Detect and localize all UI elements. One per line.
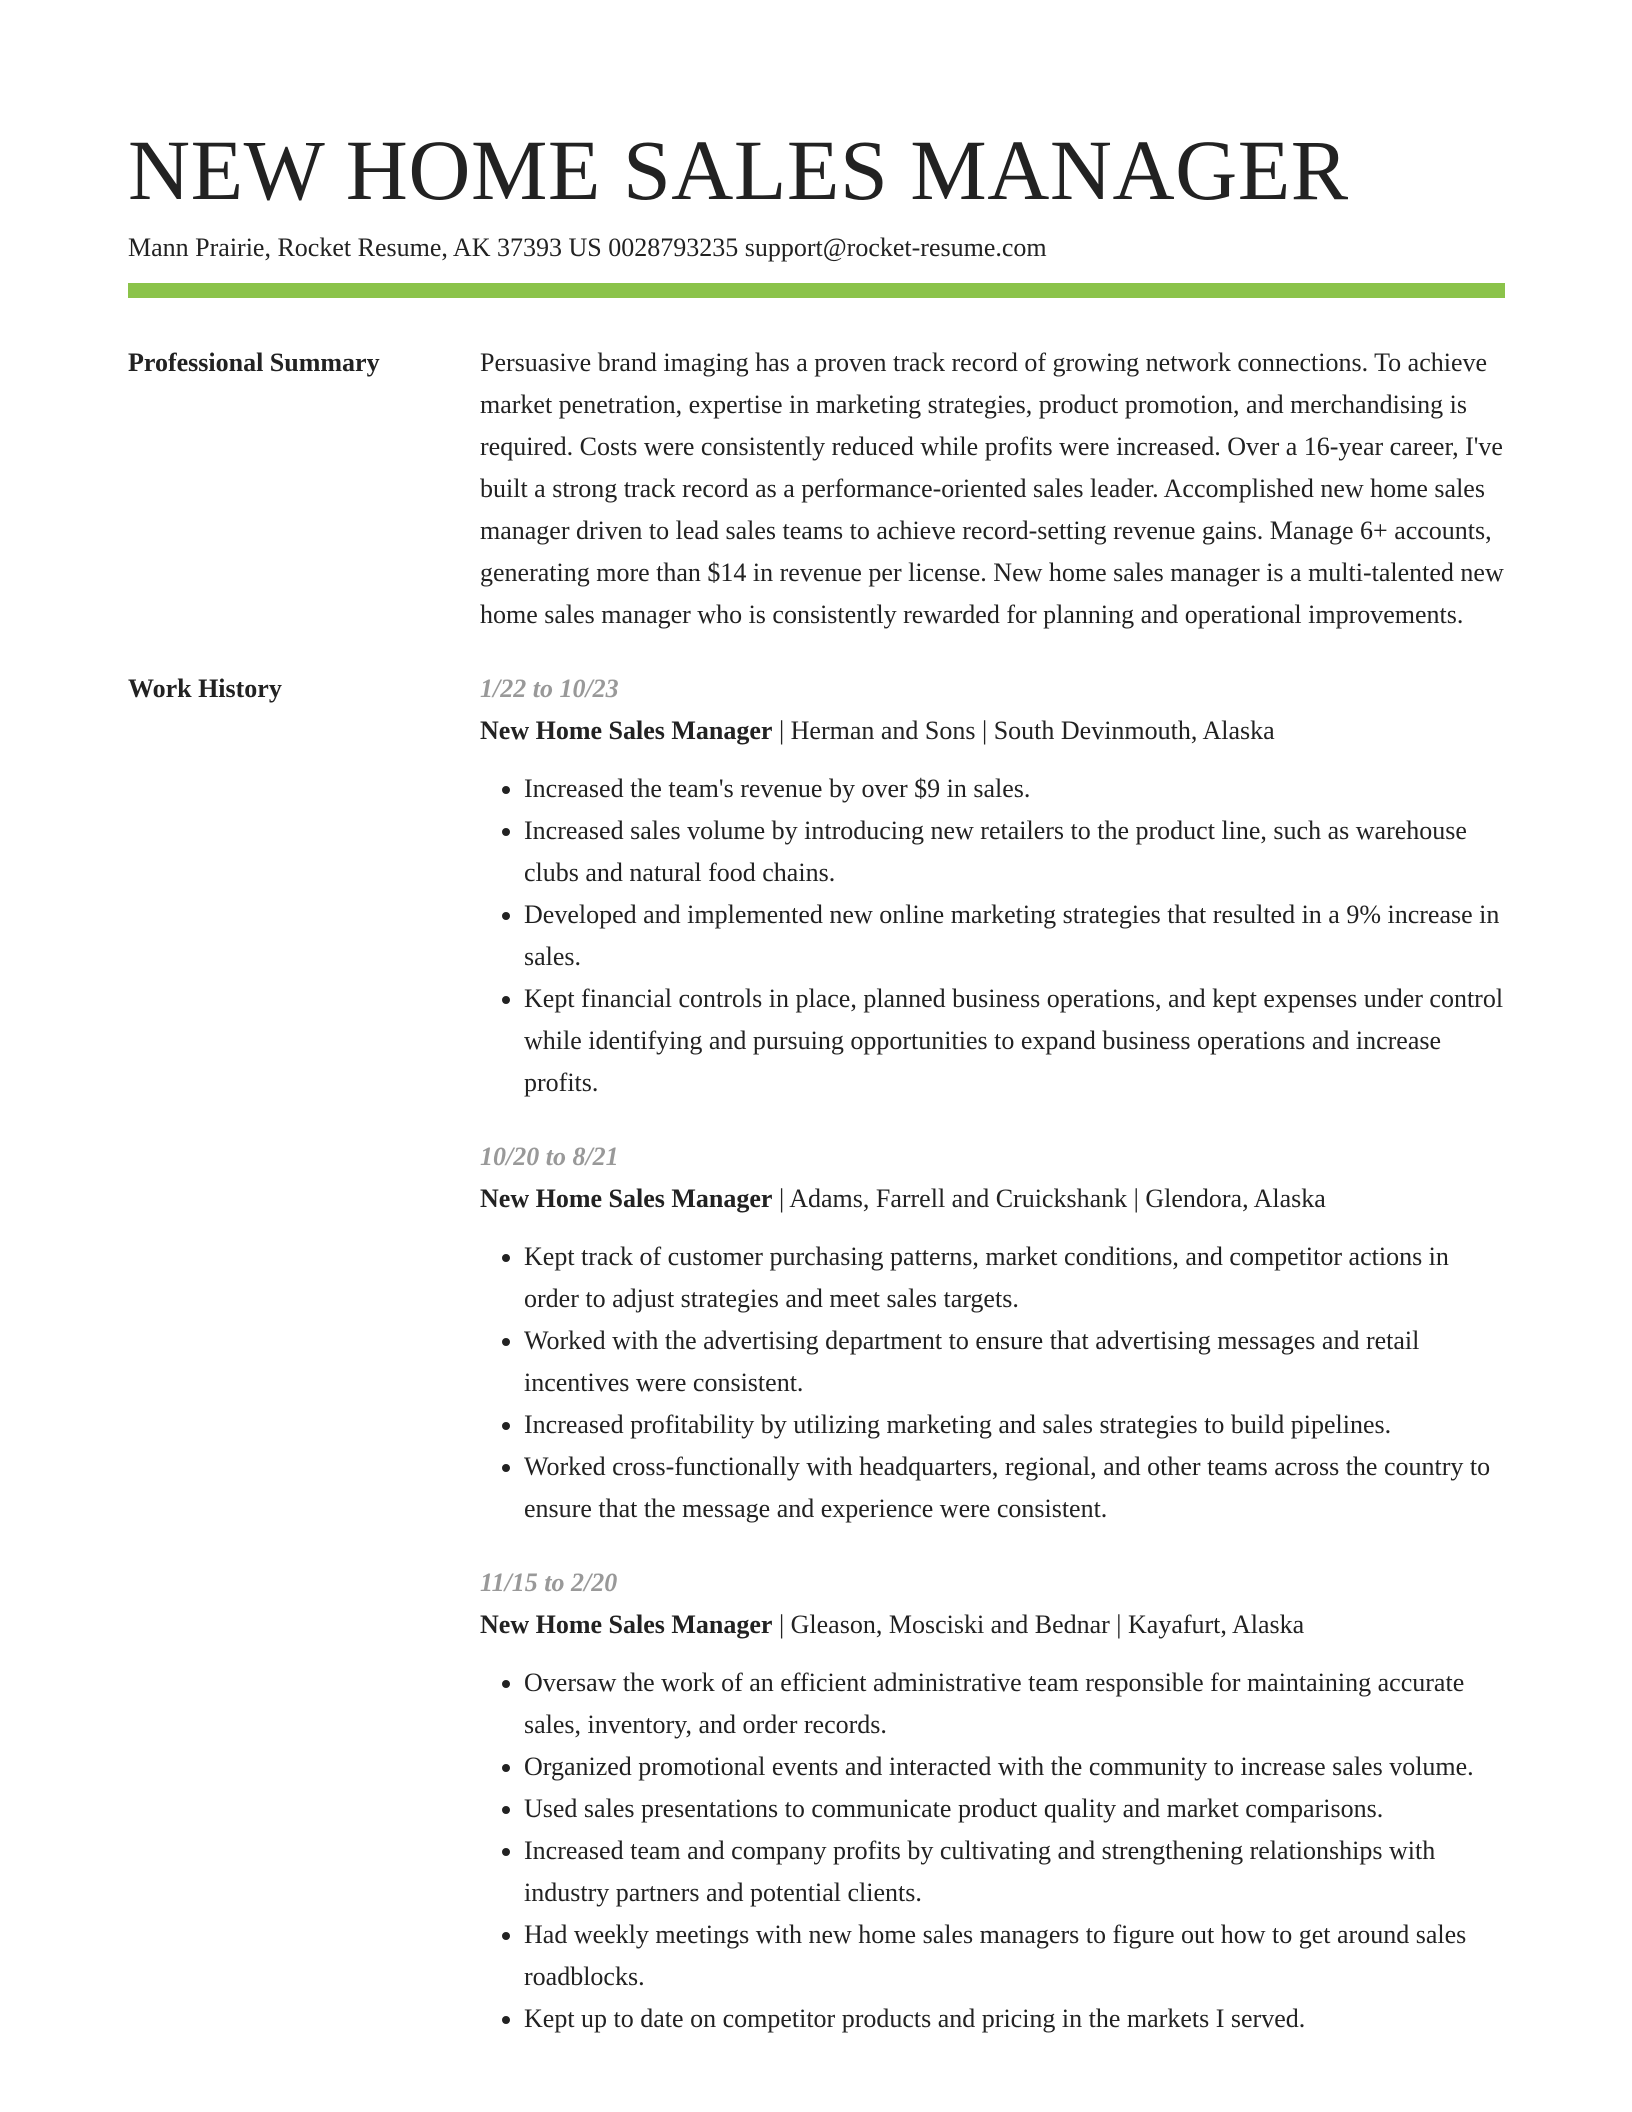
contact-line: Mann Prairie, Rocket Resume, AK 37393 US 0028793235 support@rocket-resume.com [128,233,1047,262]
work-history-body [480,668,1505,2040]
job-title: New Home Sales Manager [480,1184,773,1213]
job-bullet: • Had weekly meetings with new home sales managers to figure out how to get around sales roadblocks. [524,1914,1505,1998]
job-bullet: • Worked with the advertising department to ensure that advertising messages and retail incentives were consistent. [524,1320,1505,1404]
summary-body [480,342,1505,636]
job-dates: 11/15 to 2/20 [480,1568,618,1597]
job-details: | Adams, Farrell and Cruickshank | Glendora, Alaska [772,1184,1326,1213]
professional-summary-section [128,342,1505,636]
job-heading [480,1178,1505,1220]
job-title: New Home Sales Manager [480,716,773,745]
job-title: New Home Sales Manager [480,1610,773,1639]
resume-page [128,0,1505,2072]
job-heading [480,1604,1505,1646]
work-history-section [128,668,1505,2040]
job-bullet: • Worked cross-functionally with headquarters, regional, and other teams across the country to ensure that the message and experience were consistent. [524,1446,1505,1530]
job-bullet-list [480,768,1505,1104]
job-bullet: • Kept up to date on competitor products and pricing in the markets I served. [524,1998,1505,2040]
job-bullet: • Used sales presentations to communicate product quality and market comparisons. [524,1788,1505,1830]
job-entry [480,1136,1505,1530]
accent-divider [128,283,1505,298]
job-bullet: • Increased sales volume by introducing new retailers to the product line, such as warehouse clubs and natural food chains. [524,810,1505,894]
job-dates: 1/22 to 10/23 [480,674,619,703]
job-entry [480,1562,1505,2040]
job-details: | Gleason, Mosciski and Bednar | Kayafurt, Alaska [772,1610,1305,1639]
page-title: NEW HOME SALES MANAGER [128,122,1349,218]
job-heading [480,710,1505,752]
job-bullet: • Increased team and company profits by cultivating and strengthening relationships with industry partners and potential clients. [524,1830,1505,1914]
job-bullet: • Increased profitability by utilizing marketing and sales strategies to build pipelines. [524,1404,1505,1446]
summary-text: Persuasive brand imaging has a proven track record of growing network connections. To achieve market penetration, expertise in marketing strategies, product promotion, and merchandising is required. Costs were consistently reduced while profits were increased. Over a 16-year career, I've built a strong track record as a performance-oriented sales leader. Accomplished new home sales manager driven to lead sales teams to achieve record-setting revenue gains. Manage 6+ accounts, generating more than $14 in revenue per license. New home sales manager is a multi-talented new home sales manager who is consistently rewarded for planning and operational improvements. [480,348,1504,629]
job-details: | Herman and Sons | South Devinmouth, Alaska [772,716,1275,745]
section-label-summary: Professional Summary [128,348,380,377]
job-bullet-list [480,1236,1505,1530]
section-label-work-history: Work History [128,674,282,703]
job-bullet: • Developed and implemented new online marketing strategies that resulted in a 9% increase in sales. [524,894,1505,978]
job-bullet: • Increased the team's revenue by over $9 in sales. [524,768,1505,810]
job-dates: 10/20 to 8/21 [480,1142,619,1171]
job-bullet: • Organized promotional events and interacted with the community to increase sales volume. [524,1746,1505,1788]
job-entry [480,668,1505,1104]
job-bullet-list [480,1662,1505,2040]
job-bullet: • Kept track of customer purchasing patterns, market conditions, and competitor actions in order to adjust strategies and meet sales targets. [524,1236,1505,1320]
job-bullet: • Kept financial controls in place, planned business operations, and kept expenses under control while identifying and pursuing opportunities to expand business operations and increase profits. [524,978,1505,1104]
job-bullet: • Oversaw the work of an efficient administrative team responsible for maintaining accurate sales, inventory, and order records. [524,1662,1505,1746]
